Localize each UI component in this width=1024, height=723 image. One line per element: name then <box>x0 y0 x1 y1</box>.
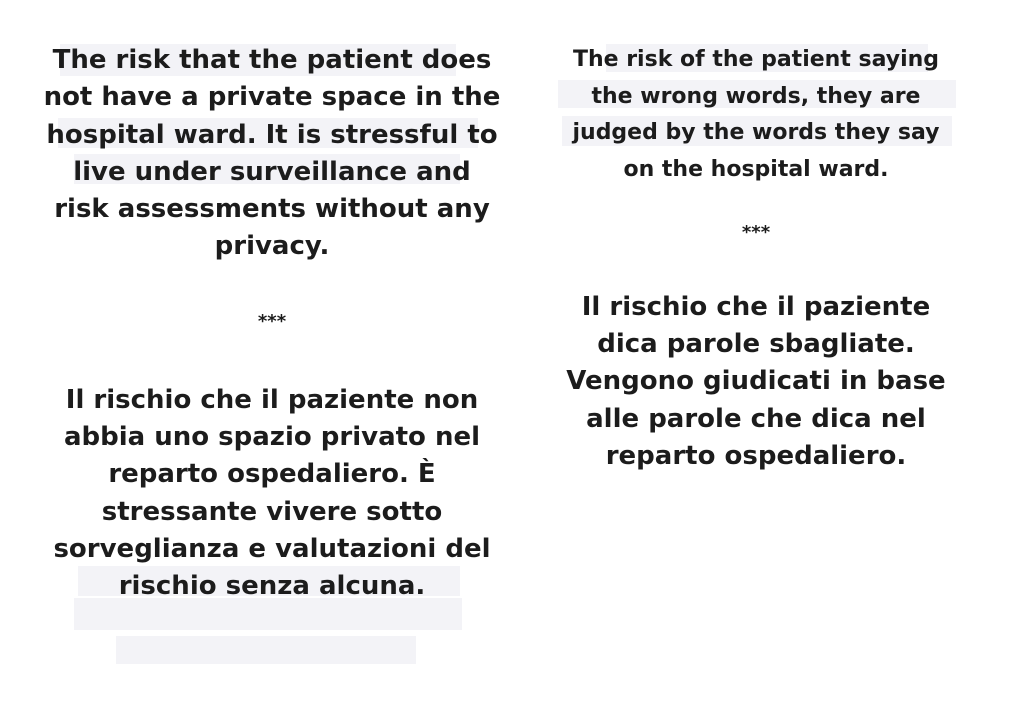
highlight-strip <box>116 636 416 664</box>
right-separator: *** <box>741 221 771 243</box>
left-italian-text: Il rischio che il paziente non abbia uno spazio privato nel reparto ospedaliero. È stressante vivere sotto sorveglianza e valutazioni del rischio senza alcuna. <box>53 384 491 602</box>
left-separator: *** <box>257 310 287 332</box>
left-english-text: The risk that the patient does not have a private space in the hospital ward. It is stressful to live under surveillance and risk assessments without any privacy. <box>43 45 501 262</box>
right-italian-text: Il rischio che il paziente dica parole sbagliate. Vengono giudicati in base alle parole che dica nel reparto ospedaliero. <box>566 291 946 471</box>
left-column <box>42 42 502 606</box>
right-column <box>556 42 956 475</box>
right-english-text: The risk of the patient saying the wrong words, they are judged by the words they say on the hospital ward. <box>572 47 940 183</box>
